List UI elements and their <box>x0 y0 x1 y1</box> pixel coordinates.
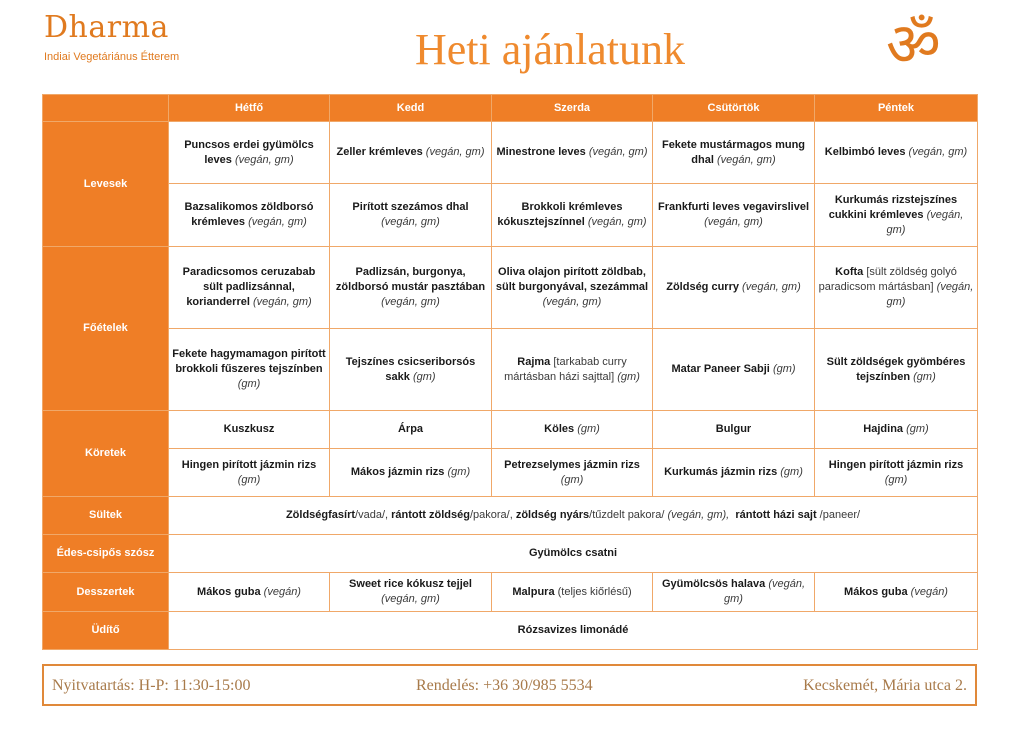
day-header-tuesday: Kedd <box>330 95 492 122</box>
dish-cell <box>653 122 815 184</box>
dish-description: /tűzdelt pakora/ <box>589 509 668 521</box>
dish-description: /vada/, <box>355 509 392 521</box>
dish-tag: (gm) <box>780 466 803 478</box>
page-title: Heti ajánlatunk <box>414 25 685 74</box>
udito-cell <box>169 612 978 650</box>
dish-name: Sült zöldségek gyömbéres tejszínben <box>826 355 966 383</box>
dish-tag: (vegán, gm) <box>425 146 485 158</box>
dish-tag: (vegán) <box>263 585 301 598</box>
dish-description: [tarkabab curry mártásban házi sajttal] <box>504 355 627 383</box>
dish-cell <box>169 329 330 411</box>
table-row <box>43 184 978 247</box>
category-edes-csipos: Édes-csipős szósz <box>43 535 169 573</box>
logo-name: Dharma <box>44 10 169 45</box>
dish-tag: (vegán, gm) <box>381 216 440 228</box>
dish-tag: (gm) <box>412 370 436 383</box>
dish-name: zöldség nyárs <box>515 509 590 521</box>
dish-name: Hajdina <box>863 423 904 435</box>
dish-tag: (vegán, gm) <box>234 153 294 166</box>
day-header-row <box>43 95 978 122</box>
dish-name: Puncsos erdei gyümölcs leves <box>184 138 314 166</box>
dish-name: Kelbimbó leves <box>824 146 906 158</box>
dish-name: Fekete mustármagos mung dhal <box>661 138 806 166</box>
address: Kecskemét, Mária utca 2. <box>803 677 967 694</box>
table-row <box>43 497 978 535</box>
dish-tag: (vegán, gm) <box>381 296 440 308</box>
dish-name: Brokkoli krémleves kókusztejszínnel <box>497 201 623 228</box>
dish-name: Zöldségfasírt <box>285 509 356 521</box>
dish-name: Gyümölcsös halava <box>661 578 766 590</box>
dish-cell <box>815 122 978 184</box>
dish-name: Hingen pirított jázmin rizs <box>181 458 317 471</box>
dish-name: Oliva olajon pirított zöldbab, sült burgonyával, szezámmal <box>495 266 649 293</box>
dish-tag: (vegán, gm) <box>587 216 647 228</box>
dish-tag: (gm) <box>560 473 584 486</box>
dish-description: [sült zöldség golyó paradicsom mártásban] <box>818 266 957 293</box>
dish-tag: (gm) <box>884 473 908 486</box>
dish-tag: (gm) <box>772 363 796 375</box>
dish-name: Árpa <box>397 423 424 435</box>
dish-tag: (vegán, gm) <box>248 216 307 228</box>
dish-name: Matar Paneer Sabji <box>671 363 770 375</box>
dish-name: Frankfurti leves vegavirslivel <box>657 201 810 213</box>
om-symbol-icon: ॐ <box>886 10 941 80</box>
dish-tag: (vegán, gm) <box>716 153 776 166</box>
page-header <box>0 0 1020 92</box>
header-corner <box>43 95 169 122</box>
dish-tag: (gm) <box>447 466 471 478</box>
day-header-monday: Hétfő <box>169 95 330 122</box>
dish-cell <box>492 573 653 612</box>
dish-name: Mákos guba <box>197 585 261 598</box>
dish-cell <box>169 449 330 497</box>
dish-description: /pakora/, <box>469 509 516 521</box>
dish-name: Sweet rice kókusz tejjel <box>349 578 472 590</box>
dish-name: Rajma <box>517 355 551 368</box>
dish-tag: (vegán, gm) <box>886 208 964 236</box>
dish-cell <box>492 411 653 449</box>
dish-tag: (gm) <box>913 370 936 383</box>
dish-tag: (vegán, gm) <box>724 578 806 605</box>
dish-name: Minestrone leves <box>496 146 586 158</box>
dish-cell <box>330 411 492 449</box>
dish-tag: (vegán, gm) <box>381 593 440 605</box>
dish-cell <box>653 573 815 612</box>
dish-cell <box>330 329 492 411</box>
dish-cell <box>815 411 978 449</box>
dharma-logo <box>44 10 179 64</box>
dish-cell <box>492 449 653 497</box>
dish-name: Kofta <box>835 266 864 278</box>
dish-cell <box>169 247 330 329</box>
category-sultek: Sültek <box>43 497 169 535</box>
dish-name: Köles <box>544 423 575 435</box>
category-desszertek: Desszertek <box>43 573 169 612</box>
dish-tag: (vegán, gm) <box>742 281 801 293</box>
dish-name: Hingen pirított jázmin rizs <box>828 458 964 471</box>
category-foetelek: Főételek <box>43 247 169 411</box>
dish-name: Kurkumás jázmin rizs <box>664 466 778 478</box>
dish-cell <box>492 247 653 329</box>
dish-tag: (gm) <box>577 423 600 435</box>
table-row <box>43 573 978 612</box>
dish-cell <box>330 247 492 329</box>
dish-name: Pirított szezámos dhal <box>352 201 469 213</box>
dish-tag: (vegán, gm) <box>252 296 312 308</box>
dish-cell <box>330 449 492 497</box>
dish-cell <box>815 247 978 329</box>
dish-cell <box>330 573 492 612</box>
dish-tag: (gm) <box>906 423 929 435</box>
dish-name: rántott házi sajt <box>735 509 817 521</box>
dish-name: Zöldség curry <box>666 281 739 293</box>
dish-tag: (gm) <box>617 370 640 383</box>
table-row <box>43 411 978 449</box>
dish-name: Malpura <box>512 585 555 598</box>
dish-cell <box>815 184 978 247</box>
dish-description: /paneer/ <box>816 509 861 521</box>
dish-tag: (gm) <box>237 378 261 390</box>
category-udito: Üdítő <box>43 612 169 650</box>
dish-name: Kuszkusz <box>223 423 275 435</box>
table-row <box>43 449 978 497</box>
dish-tag: (gm) <box>237 473 261 486</box>
category-levesek: Levesek <box>43 122 169 247</box>
day-header-thursday: Csütörtök <box>653 95 815 122</box>
sultek-cell <box>169 497 978 535</box>
dish-cell <box>815 449 978 497</box>
dish-cell <box>169 411 330 449</box>
dish-cell <box>492 329 653 411</box>
dish-name: Rózsavizes limonádé <box>517 624 629 636</box>
dish-tag: (vegán, gm), <box>667 509 730 521</box>
dish-cell <box>330 122 492 184</box>
dish-name: Mákos guba <box>844 585 908 598</box>
dish-cell <box>653 411 815 449</box>
weekly-menu-table <box>42 94 978 650</box>
logo-subtitle: Indiai Vegetáriánus Étterem <box>44 51 180 63</box>
table-row <box>43 612 978 650</box>
dish-cell <box>492 184 653 247</box>
dish-name: Paradicsomos ceruzabab sült padlizsánnal, korianderrel <box>182 266 316 308</box>
dish-cell <box>169 184 330 247</box>
dish-name: Padlizsán, burgonya, zöldborsó mustár pasztában <box>335 266 486 293</box>
dish-cell <box>653 329 815 411</box>
dish-name: Tejszínes csicseriborsós sakk <box>345 355 476 383</box>
dish-tag: (vegán, gm) <box>908 146 968 158</box>
dish-cell <box>492 122 653 184</box>
category-koretek: Köretek <box>43 411 169 497</box>
day-header-friday: Péntek <box>815 95 978 122</box>
order-phone: Rendelés: +36 30/985 5534 <box>416 677 593 694</box>
table-row <box>43 122 978 184</box>
dish-cell <box>169 573 330 612</box>
dish-cell <box>815 573 978 612</box>
dish-name: Zeller krémleves <box>336 146 423 158</box>
dish-tag: (vegán, gm) <box>886 281 974 308</box>
opening-hours: Nyitvatartás: H-P: 11:30-15:00 <box>52 677 251 694</box>
dish-description: (teljes kiőrlésű) <box>557 585 632 598</box>
table-row <box>43 329 978 411</box>
dish-name: Bazsalikomos zöldborsó krémleves <box>184 201 314 228</box>
dish-name: rántott zöldség <box>391 509 470 521</box>
table-row <box>43 535 978 573</box>
dish-name: Mákos jázmin rizs <box>350 466 445 478</box>
dish-cell <box>815 329 978 411</box>
footer-info-box <box>42 664 977 706</box>
dish-tag: (vegán, gm) <box>588 146 648 158</box>
dish-name: Kurkumás rizstejszínes cukkini krémleves <box>828 193 958 221</box>
edes-csipos-cell <box>169 535 978 573</box>
dish-name: Bulgur <box>715 423 752 435</box>
dish-name: Fekete hagymamagon pirított brokkoli fűszeres tejszínben <box>172 348 326 375</box>
dish-cell <box>653 247 815 329</box>
dish-cell <box>653 184 815 247</box>
dish-name: Gyümölcs csatni <box>528 547 618 559</box>
day-header-wednesday: Szerda <box>492 95 653 122</box>
dish-cell <box>169 122 330 184</box>
dish-tag: (vegán, gm) <box>542 296 602 308</box>
dish-name: Petrezselymes jázmin rizs <box>504 458 640 471</box>
dish-tag: (vegán, gm) <box>704 216 763 228</box>
dish-cell <box>653 449 815 497</box>
dish-tag: (vegán) <box>910 585 948 598</box>
dish-cell <box>330 184 492 247</box>
table-row <box>43 247 978 329</box>
